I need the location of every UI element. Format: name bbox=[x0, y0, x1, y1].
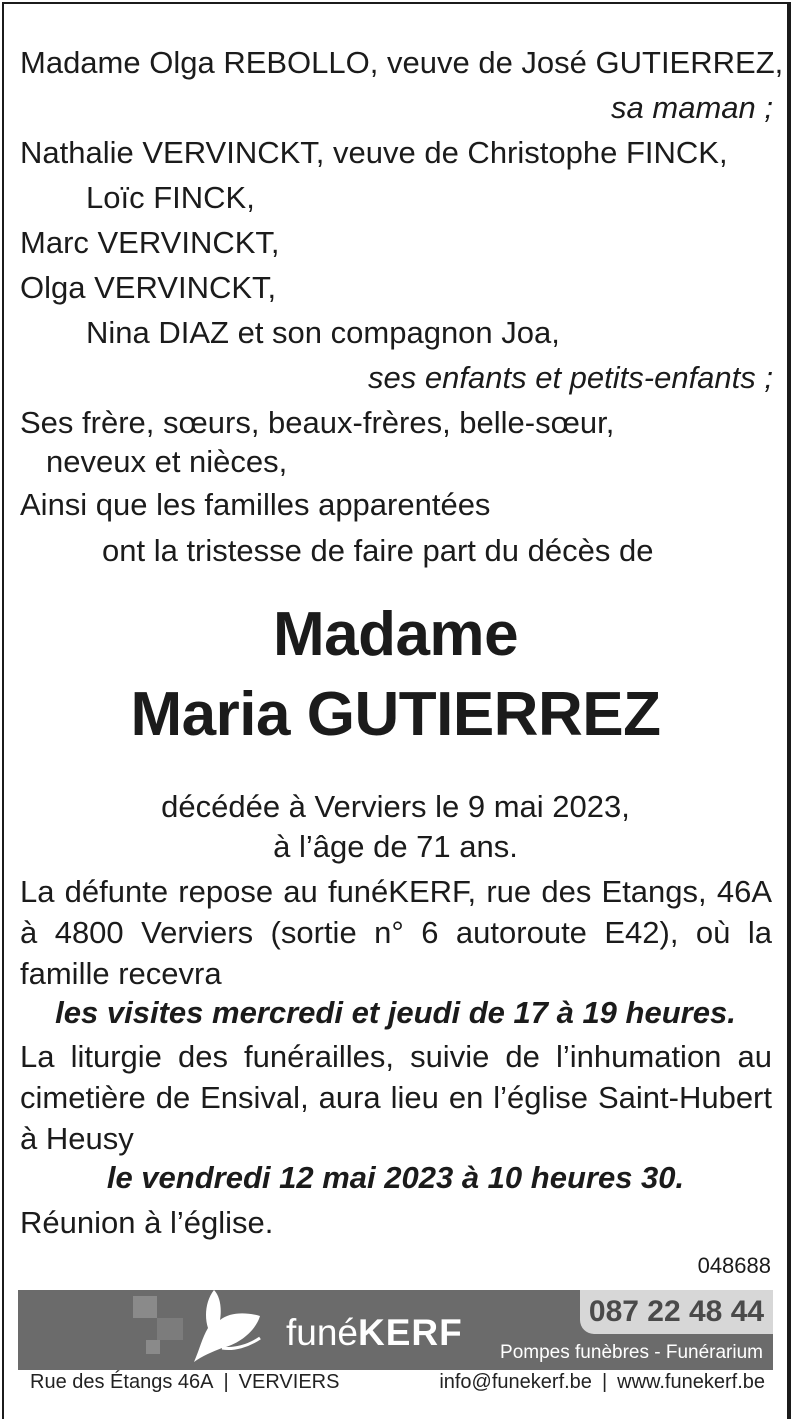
deceased-title: Madame bbox=[272, 600, 519, 669]
family-line: Nathalie VERVINCKT, veuve de Christophe FINCK, bbox=[20, 135, 728, 170]
address-block: Rue des Étangs 46A | VERVIERS bbox=[30, 1371, 340, 1393]
visits-line: les visites mercredi et jeudi de 17 à 19 heures. bbox=[55, 995, 736, 1030]
family-line: Loïc FINCK, bbox=[86, 180, 255, 215]
family-line: Ainsi que les familles apparentées bbox=[20, 487, 491, 522]
funeral-home-banner bbox=[18, 1290, 773, 1370]
relation-label: ses enfants et petits-enfants ; bbox=[368, 360, 773, 395]
footer-contact bbox=[30, 1371, 765, 1394]
address: Rue des Étangs 46A bbox=[30, 1371, 214, 1393]
age-info: à l’âge de 71 ans. bbox=[273, 829, 518, 864]
family-line: Madame Olga REBOLLO, veuve de José GUTIERREZ, bbox=[20, 45, 784, 80]
tagline: Pompes funèbres - Funérarium bbox=[500, 1342, 763, 1363]
decor-square bbox=[157, 1318, 183, 1340]
death-info: décédée à Verviers le 9 mai 2023, bbox=[161, 789, 630, 824]
family-line: Nina DIAZ et son compagnon Joa, bbox=[86, 315, 560, 350]
funeral-home-logo: funéKERF bbox=[286, 1312, 463, 1353]
announcement-line: ont la tristesse de faire part du décès de bbox=[102, 533, 654, 568]
rest-paragraph: La défunte repose au funéKERF, rue des Etangs, 46A à 4800 Verviers (sortie n° 6 autoroute E42), où la famille recevra bbox=[20, 874, 772, 991]
decor-square bbox=[133, 1296, 157, 1318]
phone-number[interactable]: 087 22 48 44 bbox=[580, 1290, 773, 1334]
family-line: Olga VERVINCKT, bbox=[20, 270, 277, 305]
decor-square bbox=[146, 1340, 160, 1354]
family-line: Ses frère, sœurs, beaux-frères, belle-sœur, bbox=[20, 405, 615, 440]
email-link[interactable]: info@funekerf.be bbox=[439, 1371, 592, 1393]
website-link[interactable]: www.funekerf.be bbox=[617, 1371, 765, 1393]
relation-label: sa maman ; bbox=[611, 90, 773, 125]
contact-block: info@funekerf.be | www.funekerf.be bbox=[439, 1371, 765, 1393]
family-line: Marc VERVINCKT, bbox=[20, 225, 280, 260]
reference-number: 048688 bbox=[697, 1253, 771, 1278]
funeral-date: le vendredi 12 mai 2023 à 10 heures 30. bbox=[106, 1160, 685, 1195]
liturgy-paragraph: La liturgie des funérailles, suivie de l’inhumation au cimetière de Ensival, aura lieu en l’église Saint-Hubert à Heusy bbox=[20, 1039, 772, 1156]
deceased-name: Maria GUTIERREZ bbox=[130, 680, 661, 749]
city: VERVIERS bbox=[238, 1371, 340, 1393]
reunion-line: Réunion à l’église. bbox=[20, 1205, 274, 1240]
dove-icon bbox=[186, 1286, 276, 1371]
family-line: neveux et nièces, bbox=[46, 444, 288, 479]
